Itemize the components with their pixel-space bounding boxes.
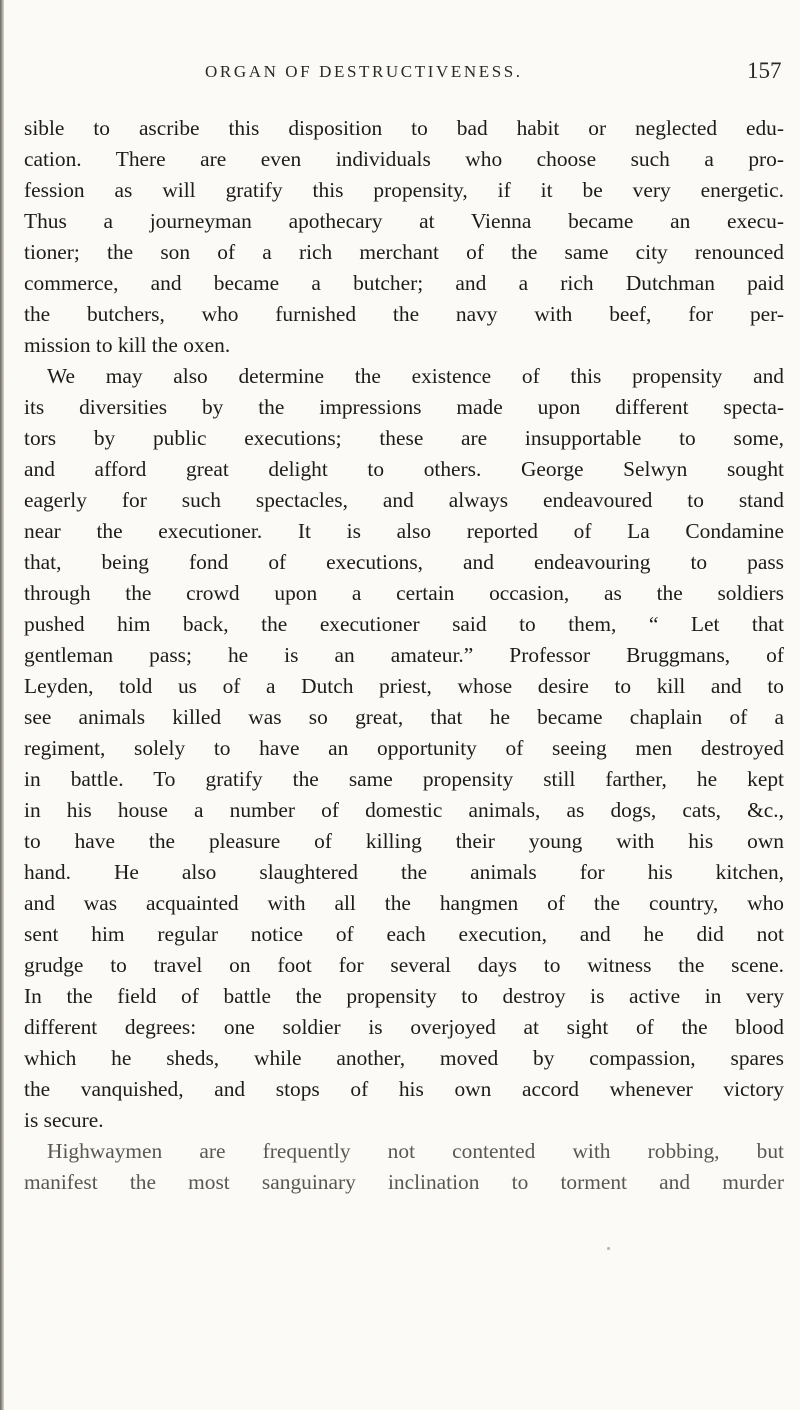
- text-line: mission to kill the oxen.: [24, 333, 231, 357]
- text-line: commerce, and became a butcher; and a rich Dutchman paid: [24, 271, 784, 295]
- text-line: through the crowd upon a certain occasion, as the soldiers: [24, 581, 784, 605]
- text-line: its diversities by the impressions made upon different specta-: [24, 395, 784, 419]
- text-line: tioner; the son of a rich merchant of the same city renounced: [24, 240, 784, 264]
- paragraph-start-line: We may also determine the existence of this propensity and: [47, 364, 784, 388]
- text-line: tors by public executions; these are insupportable to some,: [24, 426, 784, 450]
- running-head: [0, 58, 800, 92]
- text-line: pushed him back, the executioner said to them, “ Let that: [24, 612, 784, 636]
- paragraph-start-line: Highwaymen are frequently not contented with robbing, but: [47, 1139, 784, 1163]
- text-line: sent him regular notice of each execution, and he did not: [24, 922, 784, 946]
- text-line: which he sheds, while another, moved by compassion, spares: [24, 1046, 784, 1070]
- text-line: the vanquished, and stops of his own accord whenever victory: [24, 1077, 784, 1101]
- text-line: Thus a journeyman apothecary at Vienna became an execu-: [24, 209, 784, 233]
- text-line: manifest the most sanguinary inclination to torment and murder: [24, 1170, 784, 1194]
- page-number: 157: [747, 58, 782, 83]
- text-line: sible to ascribe this disposition to bad habit or neglected edu-: [24, 116, 784, 140]
- text-line: In the field of battle the propensity to destroy is active in very: [24, 984, 784, 1008]
- text-line: that, being fond of executions, and endeavouring to pass: [24, 550, 784, 574]
- text-line: is secure.: [24, 1108, 104, 1132]
- text-line: see animals killed was so great, that he became chaplain of a: [24, 705, 784, 729]
- text-line: and was acquainted with all the hangmen of the country, who: [24, 891, 784, 915]
- text-line: fession as will gratify this propensity, if it be very energetic.: [24, 178, 784, 202]
- text-line: to have the pleasure of killing their young with his own: [24, 829, 784, 853]
- text-line: cation. There are even individuals who choose such a pro-: [24, 147, 784, 171]
- text-line: different degrees: one soldier is overjoyed at sight of the blood: [24, 1015, 784, 1039]
- text-line: in battle. To gratify the same propensity still farther, he kept: [24, 767, 784, 791]
- text-line: regiment, solely to have an opportunity of seeing men destroyed: [24, 736, 784, 760]
- page-binding-edge: [0, 0, 4, 1410]
- text-line: near the executioner. It is also reported of La Condamine: [24, 519, 784, 543]
- paper-speck: [607, 1247, 610, 1250]
- text-line: the butchers, who furnished the navy with beef, for per-: [24, 302, 784, 326]
- running-title: ORGAN OF DESTRUCTIVENESS.: [205, 62, 523, 81]
- text-line: gentleman pass; he is an amateur.” Professor Bruggmans, of: [24, 643, 784, 667]
- text-line: in his house a number of domestic animals, as dogs, cats, &c.,: [24, 798, 784, 822]
- text-line: Leyden, told us of a Dutch priest, whose desire to kill and to: [24, 674, 784, 698]
- text-line: eagerly for such spectacles, and always endeavoured to stand: [24, 488, 784, 512]
- text-line: hand. He also slaughtered the animals for his kitchen,: [24, 860, 784, 884]
- body-text: [24, 113, 784, 1198]
- text-line: and afford great delight to others. George Selwyn sought: [24, 457, 784, 481]
- text-line: grudge to travel on foot for several days to witness the scene.: [24, 953, 784, 977]
